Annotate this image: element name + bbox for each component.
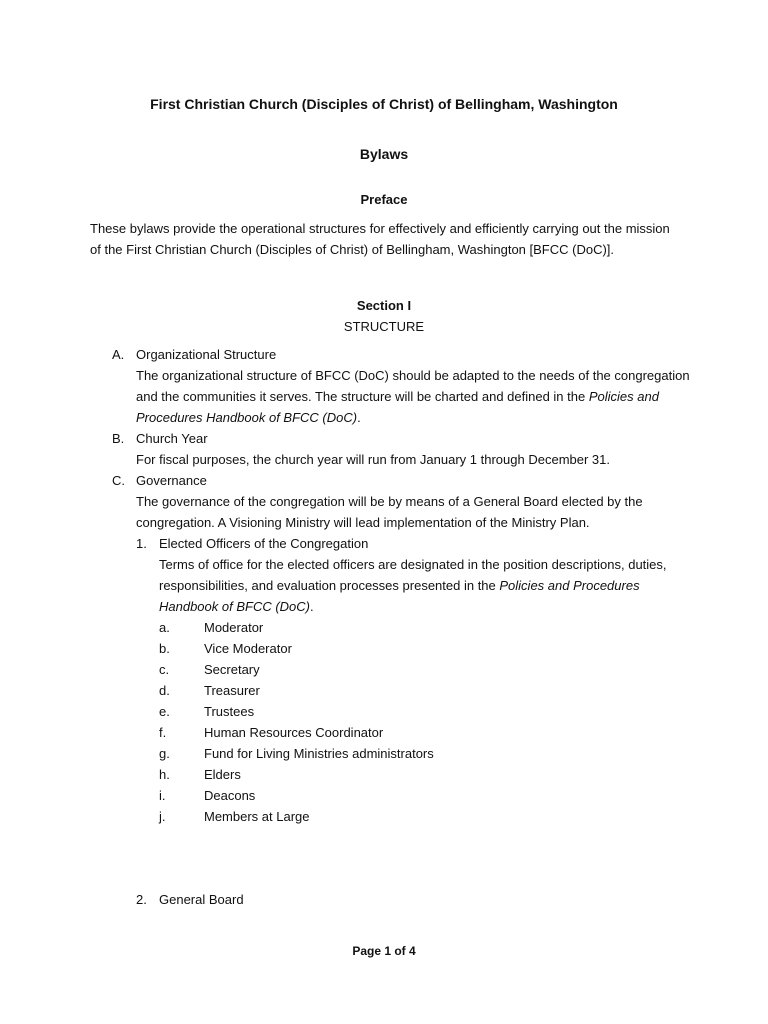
item-title: Governance	[136, 473, 207, 488]
item-content	[136, 344, 692, 428]
item-text-italic: Policies and Procedures Handbook of BFCC (DoC)	[136, 389, 659, 425]
list-item-label: Fund for Living Ministries administrators	[204, 746, 434, 761]
list-item-marker: d.	[159, 683, 170, 698]
list-item	[159, 659, 692, 680]
sub-text-plain: Terms of office for the elected officers are designated in the position descriptions, duties, responsibilities, and evaluation processes presented in the	[159, 557, 667, 593]
list-item-marker: g.	[159, 746, 170, 761]
item-text: The governance of the congregation will be by means of a General Board elected by the congregation. A Visioning Ministry will lead implementation of the Ministry Plan.	[136, 494, 643, 530]
list-item-label: Deacons	[204, 788, 256, 803]
list-item-label: Moderator	[204, 620, 264, 635]
list-item-label: Treasurer	[204, 683, 260, 698]
item-text-end: .	[357, 410, 361, 425]
list-item	[159, 638, 692, 659]
item-text: For fiscal purposes, the church year will run from January 1 through December 31.	[136, 452, 610, 467]
list-item-marker: a.	[159, 620, 170, 635]
list-item-marker: f.	[159, 725, 167, 740]
document-subtitle: Bylaws	[359, 146, 409, 162]
item-marker: B.	[112, 431, 125, 446]
list-item-label: Trustees	[204, 704, 255, 719]
list-item-marker: b.	[159, 641, 170, 656]
section-heading: Section I	[356, 298, 412, 313]
sub-title: Elected Officers of the Congregation	[159, 536, 369, 551]
outline-item-c	[112, 470, 692, 910]
section-name: STRUCTURE	[343, 319, 425, 334]
preface-heading: Preface	[360, 192, 408, 207]
list-item-marker: c.	[159, 662, 170, 677]
list-item-label: Vice Moderator	[204, 641, 292, 656]
structure-outline	[112, 344, 692, 910]
sub-item-elected-officers	[136, 533, 692, 617]
list-item-label: Secretary	[204, 662, 260, 677]
page-footer: Page 1 of 4	[352, 944, 416, 958]
item-marker: A.	[112, 347, 125, 362]
list-item	[159, 701, 692, 722]
list-item	[159, 722, 692, 743]
officer-list	[159, 617, 692, 827]
item-title: Organizational Structure	[136, 347, 277, 362]
sub-text-end: .	[310, 599, 314, 614]
list-item-label: Human Resources Coordinator	[204, 725, 384, 740]
sub-marker: 1.	[136, 536, 147, 551]
spacer	[136, 827, 692, 889]
list-item-marker: h.	[159, 767, 170, 782]
list-item	[159, 743, 692, 764]
list-item-label: Members at Large	[204, 809, 310, 824]
list-item-marker: j.	[159, 809, 166, 824]
list-item	[159, 806, 692, 827]
document-title: First Christian Church (Disciples of Christ) of Bellingham, Washington	[150, 96, 618, 112]
list-item-marker: i.	[159, 788, 166, 803]
sub-title: General Board	[159, 892, 244, 907]
outline-item-a	[112, 344, 692, 428]
preface-body: These bylaws provide the operational structures for effectively and efficiently carrying out the mission of the First Christian Church (Disciples of Christ) of Bellingham, Washington [BFCC (DoC)].	[90, 221, 670, 257]
outline-item-b	[112, 428, 692, 470]
list-item	[159, 617, 692, 638]
item-marker: C.	[112, 473, 125, 488]
item-content	[136, 428, 692, 470]
sub-content	[159, 533, 692, 617]
sub-marker: 2.	[136, 892, 147, 907]
list-item	[159, 680, 692, 701]
sub-item-general-board	[136, 889, 692, 910]
list-item-marker: e.	[159, 704, 170, 719]
list-item	[159, 785, 692, 806]
sub-text	[159, 554, 692, 617]
item-content	[136, 470, 692, 910]
item-text-plain: The organizational structure of BFCC (DoC) should be adapted to the needs of the congregation and the communities it serves. The structure will be charted and defined in the	[136, 368, 690, 404]
item-title: Church Year	[136, 431, 208, 446]
item-text	[136, 365, 692, 428]
list-item-label: Elders	[204, 767, 241, 782]
sub-text-italic: Policies and Procedures Handbook of BFCC (DoC)	[159, 578, 640, 614]
list-item	[159, 764, 692, 785]
